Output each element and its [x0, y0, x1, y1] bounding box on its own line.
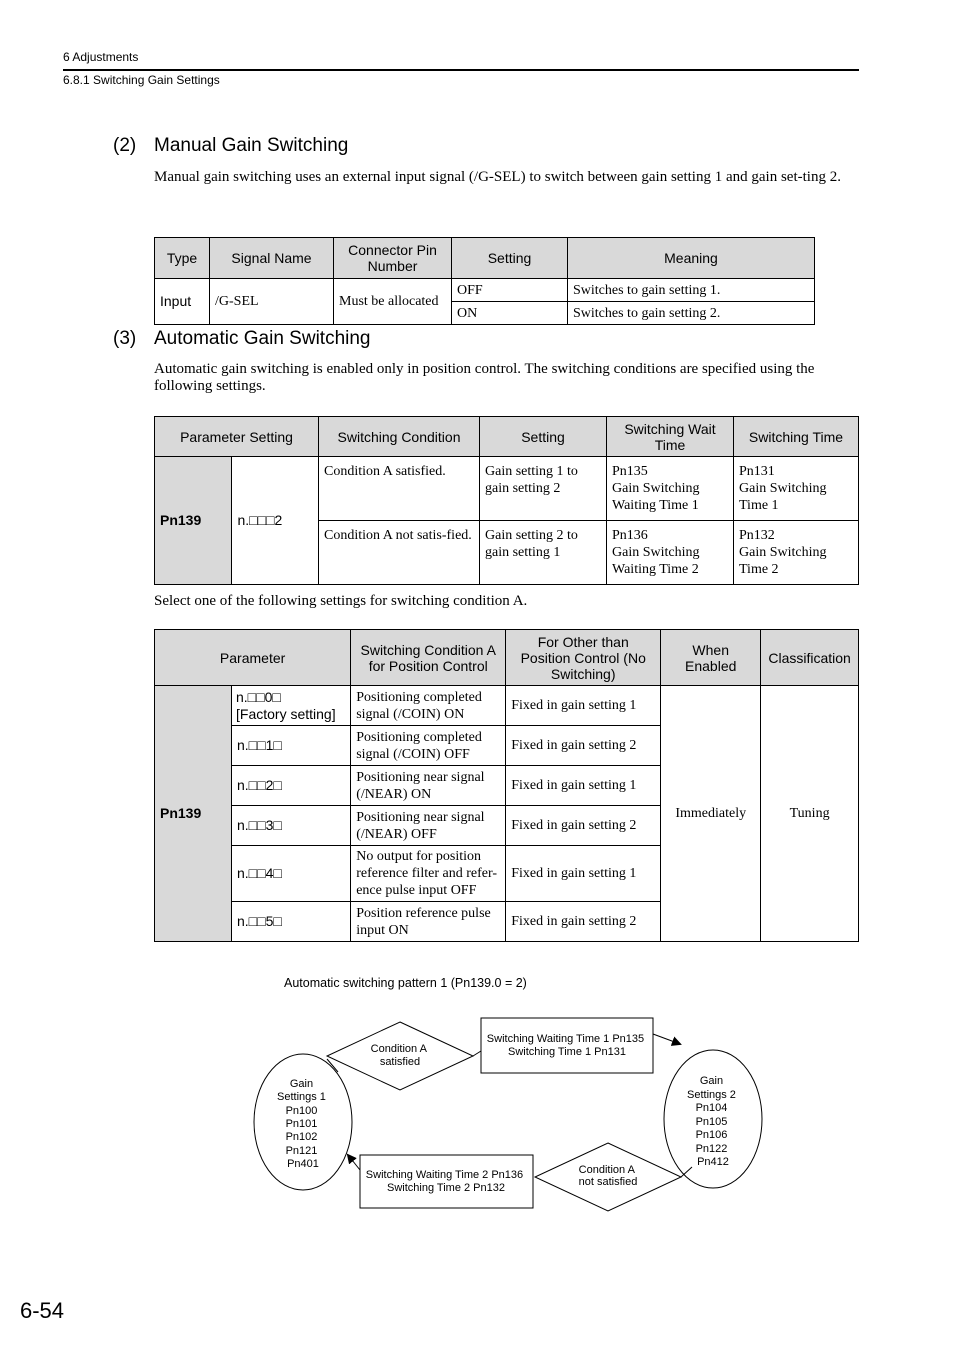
setting-on: ON: [452, 302, 568, 325]
condition-cell: Condition A satisfied.: [319, 457, 480, 521]
gain1-line: Gain: [289, 1078, 314, 1090]
manual-gain-number: (2): [113, 135, 137, 156]
signal-cell: /G-SEL: [210, 279, 334, 325]
other-cell: Fixed in gain setting 1: [506, 686, 661, 726]
other-cell: Fixed in gain setting 2: [506, 726, 661, 766]
wait-param: Pn135: [612, 464, 648, 479]
time-param: Pn131: [739, 464, 775, 479]
col-setting: Setting: [452, 238, 568, 279]
section-header: 6.8.1 Switching Gain Settings: [63, 73, 220, 87]
value-cell: [232, 686, 351, 726]
setting-cell: Gain setting 2 to gain setting 1: [480, 521, 607, 585]
chapter-header: 6 Adjustments: [63, 50, 139, 64]
condition-cell: Positioning completed signal (/COIN) OFF: [351, 726, 506, 766]
other-cell: Fixed in gain setting 1: [506, 846, 661, 902]
switching-pattern-diagram: [240, 1010, 780, 1220]
gain2-line: Settings 2: [687, 1089, 736, 1101]
col-type: Type: [155, 238, 210, 279]
auto-gain-title: Automatic Gain Switching: [154, 328, 371, 349]
page-number: 6-54: [20, 1298, 65, 1323]
gain2-line: Gain: [699, 1075, 724, 1087]
manual-gain-body: Manual gain switching uses an external input signal (/G-SEL) to switch between gain setting 1 and gain set-ting 2.: [154, 169, 841, 185]
gain2-line: Pn122: [695, 1143, 728, 1155]
condition-cell: No output for position reference filter and refer-ence pulse input OFF: [351, 846, 506, 902]
time-name: Gain Switching Time 2: [739, 545, 827, 577]
value-cell: n.□□4□: [232, 846, 351, 902]
manual-gain-title: Manual Gain Switching: [154, 135, 349, 156]
auto-gain-body: Automatic gain switching is enabled only in position control. The switching conditions are specified using the following settings.: [154, 361, 815, 394]
col-switching-time: Switching Time: [734, 417, 859, 457]
time-cell: [734, 457, 859, 521]
value-cell: n.□□2□: [232, 766, 351, 806]
col-classification: Classification: [761, 630, 859, 686]
gain1-line: Pn121: [285, 1145, 318, 1157]
diagram-caption: Automatic switching pattern 1 (Pn139.0 = 2): [284, 976, 527, 990]
when-enabled-cell: Immediately: [661, 686, 761, 942]
value-code: n.□□0□: [236, 688, 281, 705]
manual-gain-table: [154, 237, 815, 325]
time-name: Gain Switching Time 1: [739, 481, 827, 513]
header-rule: [63, 69, 859, 71]
cond-a-line: satisfied: [379, 1056, 421, 1068]
gain1-line: Pn101: [285, 1118, 318, 1130]
meaning-on: Switches to gain setting 2.: [568, 302, 815, 325]
cond-not-line: Condition A: [578, 1164, 635, 1176]
col-parameter-setting: Parameter Setting: [155, 417, 319, 457]
gain1-line: Pn102: [285, 1131, 318, 1143]
col-condition-a: Switching Condition A for Position Control: [351, 630, 506, 686]
param-pn139: Pn139: [155, 457, 232, 585]
wait-param: Pn136: [612, 528, 648, 543]
condition-cell: Positioning near signal (/NEAR) OFF: [351, 806, 506, 846]
gain2-line: Pn104: [695, 1102, 728, 1114]
col-setting: Setting: [480, 417, 607, 457]
condition-cell: Condition A not satis-fied.: [319, 521, 480, 585]
value-cell: n.□□3□: [232, 806, 351, 846]
box-bottom-line: Switching Waiting Time 2 Pn136: [365, 1169, 524, 1181]
arrow-to-gain1: [348, 1155, 360, 1170]
wait-cell: [607, 457, 734, 521]
gain2-line: Pn412: [697, 1156, 729, 1168]
arrow-to-gain2: [653, 1034, 680, 1044]
value-cell: n.□□1□: [232, 726, 351, 766]
col-signal-name: Signal Name: [210, 238, 334, 279]
setting-off: OFF: [452, 279, 568, 302]
box-top-line: Switching Waiting Time 1 Pn135: [486, 1033, 645, 1045]
auto-gain-number: (3): [113, 328, 137, 349]
col-connector-pin: Connector Pin Number: [334, 238, 452, 279]
other-cell: Fixed in gain setting 1: [506, 766, 661, 806]
gain1-line: Settings 1: [277, 1091, 326, 1103]
auto-gain-heading: [113, 328, 371, 350]
wait-name: Gain Switching Waiting Time 2: [612, 545, 700, 577]
col-switching-condition: Switching Condition: [319, 417, 480, 457]
select-condition-text: Select one of the following settings for switching condition A.: [154, 593, 528, 609]
connector-line: [473, 1051, 481, 1056]
param-value: n.□□□2: [232, 457, 319, 585]
meaning-off: Switches to gain setting 1.: [568, 279, 815, 302]
col-parameter: Parameter: [155, 630, 351, 686]
condition-a-not-label: [579, 1164, 638, 1188]
col-wait-time: Switching Wait Time: [607, 417, 734, 457]
setting-cell: Gain setting 1 to gain setting 2: [480, 457, 607, 521]
box-bottom-line: Switching Time 2 Pn132: [386, 1182, 506, 1194]
param-pn139: Pn139: [155, 686, 232, 942]
auto-gain-table: [154, 416, 859, 585]
time-cell: [734, 521, 859, 585]
switching-time-1-label: [487, 1033, 647, 1058]
cond-a-line: Condition A: [370, 1043, 427, 1055]
switching-time-2-label: [366, 1169, 526, 1194]
other-cell: Fixed in gain setting 2: [506, 806, 661, 846]
wait-cell: [607, 521, 734, 585]
col-when-enabled: When Enabled: [661, 630, 761, 686]
pin-cell: Must be allocated: [334, 279, 452, 325]
other-cell: Fixed in gain setting 2: [506, 902, 661, 942]
box-top-line: Switching Time 1 Pn131: [507, 1046, 627, 1058]
gain1-line: Pn401: [287, 1158, 319, 1170]
manual-gain-heading: [113, 135, 348, 157]
condition-cell: Positioning completed signal (/COIN) ON: [351, 686, 506, 726]
cond-not-line: not satisfied: [578, 1176, 638, 1188]
wait-name: Gain Switching Waiting Time 1: [612, 481, 700, 513]
gain2-line: Pn105: [695, 1116, 728, 1128]
col-other-control: For Other than Position Control (No Switching): [506, 630, 661, 686]
factory-note: [Factory setting]: [236, 705, 336, 722]
gain2-line: Pn106: [695, 1129, 728, 1141]
type-cell: Input: [155, 279, 210, 325]
classification-cell: Tuning: [761, 686, 859, 942]
condition-a-table: [154, 629, 859, 942]
col-meaning: Meaning: [568, 238, 815, 279]
value-cell: n.□□5□: [232, 902, 351, 942]
time-param: Pn132: [739, 528, 775, 543]
condition-cell: Position reference pulse input ON: [351, 902, 506, 942]
gain1-line: Pn100: [285, 1105, 318, 1117]
condition-cell: Positioning near signal (/NEAR) ON: [351, 766, 506, 806]
